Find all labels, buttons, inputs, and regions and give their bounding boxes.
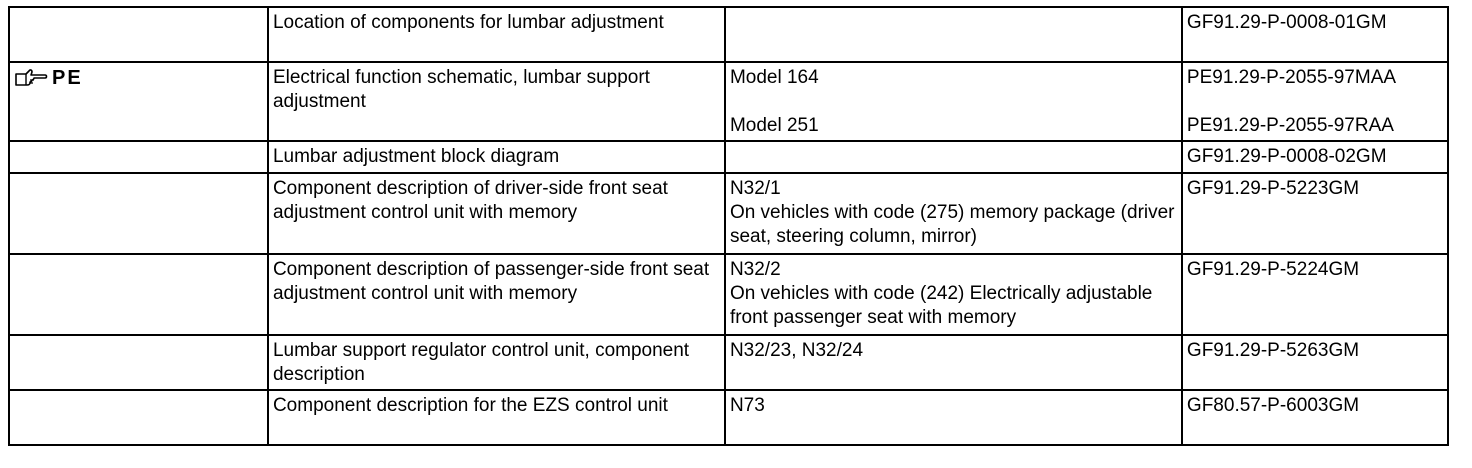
document-reference-link[interactable]: GF80.57-P-6003GM (1186, 395, 1360, 416)
row-title: Component description of passenger-side front seat adjustment control unit with memory (272, 259, 710, 304)
detail-cell (725, 390, 1182, 445)
ref-cell (1182, 173, 1448, 254)
document-reference-link[interactable]: GF91.29-P-5224GM (1186, 259, 1360, 280)
row-detail: N73 (729, 395, 765, 416)
marker-cell (9, 390, 268, 445)
title-cell (268, 7, 725, 62)
detail-cell (725, 7, 1182, 62)
row-title: Component description of driver-side front seat adjustment control unit with memory (272, 178, 668, 223)
ref-cell (1182, 335, 1448, 390)
ref-cell (1182, 7, 1448, 62)
title-cell (268, 335, 725, 390)
pe-marker (14, 66, 83, 90)
table-row (9, 62, 1448, 141)
marker-cell (9, 173, 268, 254)
row-detail: N32/1 (729, 178, 781, 199)
detail-cell (725, 254, 1182, 335)
ref-cell (1182, 390, 1448, 445)
row-detail: On vehicles with code (242) Electrically adjustable front passenger seat with memory (729, 283, 1153, 328)
document-reference-link[interactable]: GF91.29-P-5223GM (1186, 178, 1360, 199)
title-cell (268, 62, 725, 141)
row-title: Electrical function schematic, lumbar support adjustment (272, 67, 650, 112)
title-cell (268, 141, 725, 173)
marker-cell (9, 254, 268, 335)
table-row (9, 7, 1448, 62)
row-detail: N32/23, N32/24 (729, 340, 864, 361)
table-row (9, 173, 1448, 254)
title-cell (268, 173, 725, 254)
document-reference-link[interactable]: GF91.29-P-0008-01GM (1186, 12, 1387, 33)
marker-cell (9, 141, 268, 173)
row-detail: N32/2 (729, 259, 781, 280)
row-title: Component description for the EZS control unit (272, 395, 668, 416)
table-row (9, 335, 1448, 390)
row-title: Location of components for lumbar adjustment (272, 12, 664, 33)
document-reference-link[interactable]: PE91.29-P-2055-97MAA (1186, 67, 1397, 88)
document-reference-link[interactable]: GF91.29-P-0008-02GM (1186, 146, 1387, 167)
ref-cell (1182, 254, 1448, 335)
document-reference-link[interactable]: PE91.29-P-2055-97RAA (1186, 115, 1394, 136)
table-row (9, 141, 1448, 173)
row-title: Lumbar support regulator control unit, component description (272, 340, 690, 385)
row-detail: Model 251 (729, 115, 819, 136)
marker-cell (9, 62, 268, 141)
title-cell (268, 390, 725, 445)
detail-cell (725, 173, 1182, 254)
marker-cell (9, 7, 268, 62)
pointing-hand-icon (14, 68, 48, 88)
row-detail: Model 164 (729, 67, 819, 88)
title-cell (268, 254, 725, 335)
detail-cell (725, 141, 1182, 173)
marker-cell (9, 335, 268, 390)
table-row (9, 390, 1448, 445)
marker-label: PE (52, 67, 83, 89)
detail-cell (725, 62, 1182, 141)
reference-table (8, 6, 1449, 446)
ref-cell (1182, 141, 1448, 173)
detail-cell (725, 335, 1182, 390)
ref-cell (1182, 62, 1448, 141)
document-reference-link[interactable]: GF91.29-P-5263GM (1186, 340, 1360, 361)
table-row (9, 254, 1448, 335)
row-title: Lumbar adjustment block diagram (272, 146, 560, 167)
row-detail: On vehicles with code (275) memory package (driver seat, steering column, mirror) (729, 202, 1175, 247)
